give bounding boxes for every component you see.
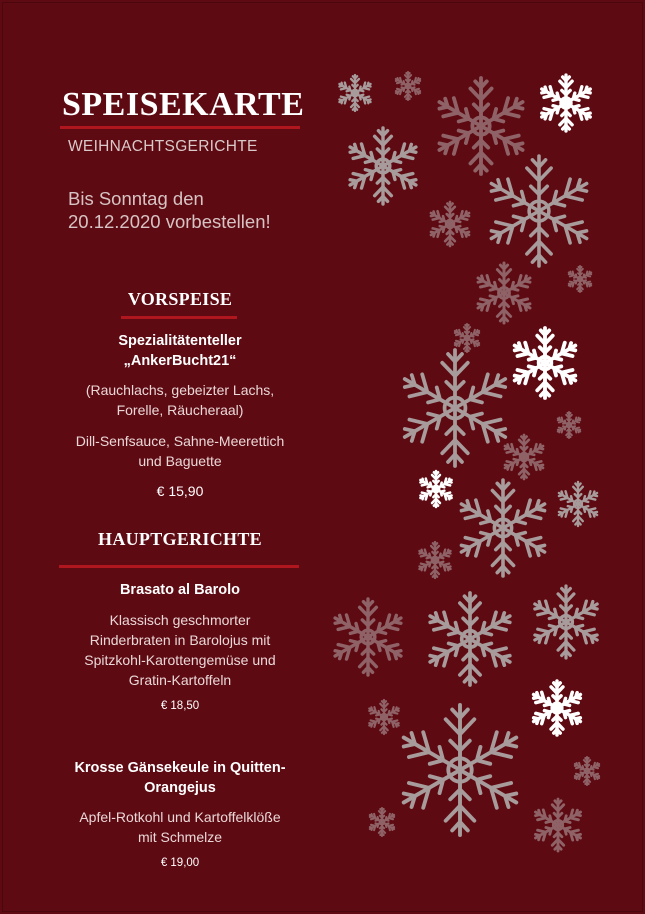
dish-name-line: Orangejus — [144, 780, 216, 796]
snowflake-icon — [573, 757, 600, 785]
main-dish-description — [60, 610, 300, 690]
snowflake-icon — [511, 328, 579, 398]
snowflake-icon — [567, 266, 592, 292]
title-divider — [60, 126, 300, 129]
description-line: und Baguette — [138, 453, 222, 469]
description-line: mit Schmelze — [137, 829, 223, 845]
main-dish-price: € 19,00 — [160, 857, 200, 869]
notice-line: Bis Sonntag den — [68, 188, 204, 209]
snowflake-icon — [418, 471, 453, 507]
snowflake-icon — [533, 799, 584, 851]
snowflake-icon — [475, 263, 534, 323]
starter-divider — [121, 316, 237, 319]
snowflake-icon — [398, 350, 511, 466]
description-line: Dill-Senfsauce, Sahne-Meerettich — [75, 433, 285, 449]
snowflake-icon — [346, 128, 420, 204]
snowflake-icon — [417, 542, 452, 578]
description-line: (Rauchlachs, gebeizter Lachs, — [85, 382, 275, 398]
section-heading-mains: HAUPTGERICHTE — [98, 529, 262, 549]
starter-description — [60, 380, 300, 420]
snowflake-icon — [337, 75, 372, 111]
snowflake-icon — [429, 202, 472, 246]
snowflake-icon — [531, 586, 601, 658]
page-subtitle: WEIHNACHTSGERICHTE — [68, 138, 258, 155]
snowflake-icon — [331, 599, 405, 675]
main-dish-name — [60, 758, 300, 798]
starter-sides — [60, 431, 300, 471]
description-line: Spitzkohl-Karottengemüse und — [84, 652, 276, 668]
snowflake-icon — [367, 700, 400, 734]
dish-name-line: Spezialitätenteller — [118, 333, 242, 349]
snowflake-icon — [531, 681, 584, 735]
snowflake-icon — [394, 72, 421, 100]
snowflake-icon — [368, 808, 395, 836]
main-dish-price: € 18,50 — [160, 700, 200, 712]
starter-dish-name — [60, 331, 300, 371]
snowflake-icon — [503, 435, 546, 479]
snowflake-icon — [434, 78, 528, 174]
description-line: Klassisch geschmorter — [109, 612, 251, 628]
description-line: Apfel-Rotkohl und Kartoffelklöße — [79, 809, 281, 825]
snowflake-icon — [556, 412, 581, 438]
notice-line: 20.12.2020 vorbestellen! — [68, 211, 271, 232]
snowflake-icon — [425, 593, 515, 685]
snowflake-icon — [539, 75, 594, 131]
dish-name-line: „AnkerBucht21“ — [123, 353, 237, 369]
page-title: SPEISEKARTE — [62, 86, 305, 123]
snowflake-icon — [456, 480, 550, 576]
dish-name-line: Krosse Gänsekeule in Quitten- — [74, 760, 286, 776]
snowflake-icon — [557, 482, 600, 526]
preorder-notice — [68, 187, 328, 233]
description-line: Gratin-Kartoffeln — [128, 672, 232, 688]
snowflake-icon — [485, 156, 592, 266]
main-dish-name: Brasato al Barolo — [119, 582, 241, 598]
starter-price: € 15,90 — [156, 483, 204, 499]
snowflake-icon — [397, 705, 524, 835]
main-dish-description — [60, 807, 300, 847]
section-heading-starter: VORSPEISE — [127, 289, 233, 309]
snowflake-icon — [453, 324, 480, 352]
description-line: Rinderbraten in Barolojus mit — [89, 632, 271, 648]
description-line: Forelle, Räucheraal) — [116, 402, 244, 418]
mains-divider — [59, 565, 299, 568]
